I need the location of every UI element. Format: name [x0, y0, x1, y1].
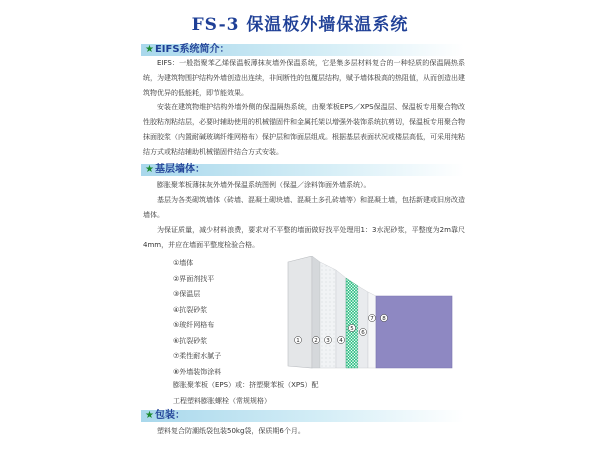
wall-layer-1 — [288, 256, 312, 368]
layer-item: ①墙体 — [173, 259, 194, 267]
star-icon: ★ — [145, 164, 154, 175]
layer-item: ⑦柔性耐水腻子 — [173, 352, 222, 360]
section-heading-eifs — [141, 44, 464, 56]
paragraph: 为保证质量，减少材料浪费，要求对不平整的墙面做好找平处理用1：3水泥砂浆，平整度为2m靠尺4mm，并应在墙面平整度检验合格。 — [143, 226, 465, 249]
layer-item: ⑤玻纤网格布 — [173, 321, 215, 329]
marker-label: 8 — [382, 316, 386, 323]
wall-layer-2 — [312, 256, 320, 368]
paragraph: 基层为各类砌筑墙体（砖墙、混凝土砌块墙、混凝土多孔砖墙等）和混凝土墙，包括新建或旧房改造墙体。 — [143, 196, 465, 219]
layer-list — [173, 256, 221, 380]
star-icon: ★ — [145, 410, 154, 421]
paragraph: 安装在建筑物维护结构外墙外侧的保温隔热系统，由聚苯板EPS／XPS保温层、保温板专用聚合物改性胶粘剂粘结层，必要时辅助使用的机械锚固件和金属托架以增强外装饰系统抗剪切，保温板专用聚合物抹面胶浆（内置耐碱玻璃纤维网格布）保护层和饰面层组成。根据基层表面状况或楼层高低，可采用纯粘结方式或粘结辅助机械锚固件结合方式安装。 — [143, 103, 465, 156]
section-title — [145, 44, 230, 56]
paragraph: 塑料复合防潮纸袋包装50kg袋，保质期6个月。 — [157, 427, 305, 435]
page-title: FS-3 保温板外墙保温系统 — [191, 15, 409, 35]
marker-label: 1 — [296, 338, 300, 345]
note-line: 膨胀聚苯板（EPS）或：挤塑聚苯板（XPS）配 — [173, 381, 319, 389]
section-heading-text: 包装： — [154, 410, 185, 421]
layer-item: ④抗裂砂浆 — [173, 305, 208, 314]
marker-label: 7 — [370, 316, 374, 323]
section-title — [145, 410, 185, 422]
note-line: 工程塑料膨胀螺栓（常规规格） — [173, 397, 271, 405]
wall-layer-7 — [368, 292, 376, 368]
wall-layer-4 — [336, 270, 346, 368]
section-heading-text: 基层墙体： — [154, 164, 205, 175]
wall-layer-5 — [346, 278, 358, 368]
wall-layer-3 — [320, 262, 336, 368]
section-heading-base-wall — [141, 164, 464, 176]
marker-label: 6 — [361, 330, 365, 337]
section-heading-text: EIFS系统简介： — [154, 44, 230, 55]
marker-label: 3 — [326, 338, 330, 345]
wall-layer-6 — [358, 286, 368, 368]
wall-layer-diagram — [284, 256, 454, 370]
marker-label: 2 — [314, 338, 318, 345]
marker-label: 5 — [350, 326, 354, 333]
layer-item: ③保温层 — [173, 290, 201, 298]
layer-item: ②界面剂找平 — [173, 274, 215, 283]
star-icon: ★ — [145, 44, 154, 55]
section-title — [145, 164, 205, 176]
wall-layer-8 — [376, 296, 452, 368]
marker-label: 4 — [339, 338, 343, 345]
paragraph: EIFS：一般指聚苯乙烯保温板薄抹灰墙外保温系统，它是集多层材料复合的一种轻质的保温隔热系统，为建筑物围护结构外墙创造出连续，非间断性的包覆层结构，赋予墙体极高的热阻值，从而创造出建筑物优异的低能耗，即节能效果。 — [143, 59, 465, 97]
section-heading-packaging — [141, 410, 464, 422]
layer-item: ⑧外墙装饰涂料 — [173, 367, 222, 376]
paragraph: 膨胀聚苯板薄抹灰外墙外保温系统图例（保温／涂料饰面外墙系统）。 — [157, 181, 371, 189]
layer-item: ⑥抗裂砂浆 — [173, 336, 208, 345]
